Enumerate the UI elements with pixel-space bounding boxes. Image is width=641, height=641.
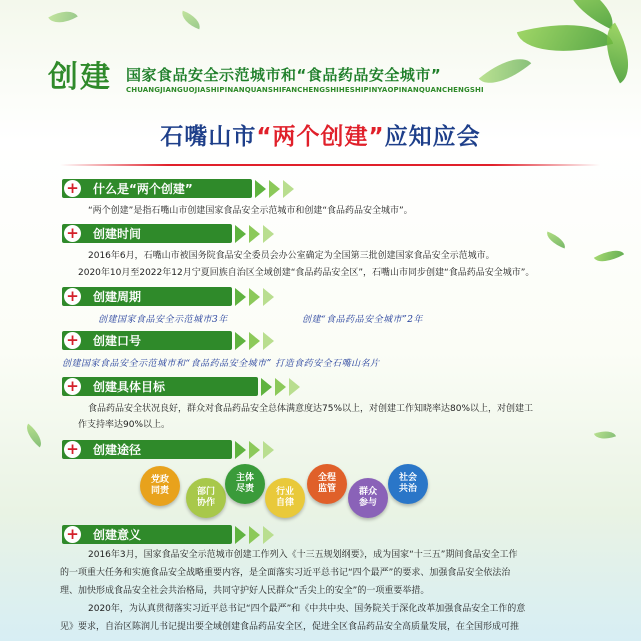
approach-bubble: 全程监管	[307, 464, 347, 504]
leaf-decoration	[594, 427, 616, 443]
leaf-decoration	[179, 11, 204, 30]
plus-icon: +	[64, 332, 81, 349]
section-header-cycle: + 创建周期	[62, 287, 274, 306]
approach-bubble: 党政同责	[140, 466, 180, 506]
section-text: 2016年6月，石嘴山市被国务院食品安全委员会办公室确定为全国第三批创建国家食品安全示范城市。	[88, 251, 495, 261]
section-text: 见》要求，自治区陈润儿书记提出要全域创建食品药品安全区，促进全区食品药品安全高质量发展，在全国形成可推	[60, 622, 520, 632]
plus-icon: +	[64, 378, 81, 395]
header-banner	[0, 0, 641, 110]
plus-icon: +	[64, 441, 81, 458]
section-header-approach: + 创建途径	[62, 440, 274, 459]
cycle-text-2: 创建“食品药品安全城市”2年	[302, 315, 423, 325]
section-header-significance: + 创建意义	[62, 525, 274, 544]
section-header-time: + 创建时间	[62, 224, 274, 243]
section-header-goals: + 创建具体目标	[62, 377, 300, 396]
plus-icon: +	[64, 180, 81, 197]
banner-pinyin: CHUANGJIANGUOJIASHIPINANQUANSHIFANCHENGSHIHESHIPINYAOPINANQUANCHENGSHI	[126, 86, 484, 94]
plus-icon: +	[64, 225, 81, 242]
page-title: 石嘴山市“两个创建”应知应会	[160, 124, 481, 150]
leaf-decoration	[21, 424, 46, 448]
approach-bubble: 部门协作	[186, 478, 226, 518]
leaf-decoration	[479, 47, 531, 96]
section-text: “两个创建”是指石嘴山市创建国家食品安全示范城市和创建“食品药品安全城市”。	[88, 206, 413, 216]
approach-bubble: 群众参与	[348, 478, 388, 518]
section-text: 理、加快形成食品安全社会共治格局，共同守护好人民群众“舌尖上的安全”的一项重要举措。	[60, 586, 430, 596]
section-text: 2020年10月至2022年12月宁夏回族自治区全域创建“食品药品安全区”，石嘴山市同步创建“食品药品安全城市”。	[78, 268, 535, 278]
plus-icon: +	[64, 288, 81, 305]
banner-logo-text: 创建	[48, 60, 112, 95]
slogan-text: 创建国家食品安全示范城市和“食品药品安全城市” 打造食药安全石嘴山名片	[62, 359, 380, 369]
approach-bubble: 行业自律	[265, 478, 305, 518]
approach-bubble: 主体尽责	[225, 464, 265, 504]
approach-bubble: 社会共治	[388, 464, 428, 504]
section-text: 的一项重大任务和实施食品安全战略重要内容，是全面落实习近平总书记“四个最严”的要求、加强食品安全依法治	[60, 568, 511, 578]
cycle-text-1: 创建国家食品安全示范城市3年	[98, 315, 228, 325]
section-header-slogan: + 创建口号	[62, 331, 274, 350]
leaf-decoration	[48, 4, 78, 29]
leaf-decoration	[544, 232, 568, 249]
section-header-what: + 什么是“两个创建”	[62, 179, 294, 198]
section-text: 2020年，为认真贯彻落实习近平总书记“四个最严”和《中共中央、国务院关于深化改革加强食品安全工作的意	[88, 604, 526, 614]
banner-title: 国家食品安全示范城市和“食品药品安全城市”	[126, 66, 442, 84]
leaf-decoration	[594, 244, 624, 268]
section-text: 2016年3月，国家食品安全示范城市创建工作列入《十三五规划纲要》，成为国家“十三五”期间食品安全工作	[88, 550, 518, 560]
section-text: 作支持率达90%以上。	[78, 420, 171, 430]
plus-icon: +	[64, 526, 81, 543]
title-divider	[60, 164, 600, 166]
section-text: 食品药品安全状况良好，群众对食品药品安全总体满意度达75%以上，对创建工作知晓率达80%以上，对创建工	[88, 404, 534, 414]
